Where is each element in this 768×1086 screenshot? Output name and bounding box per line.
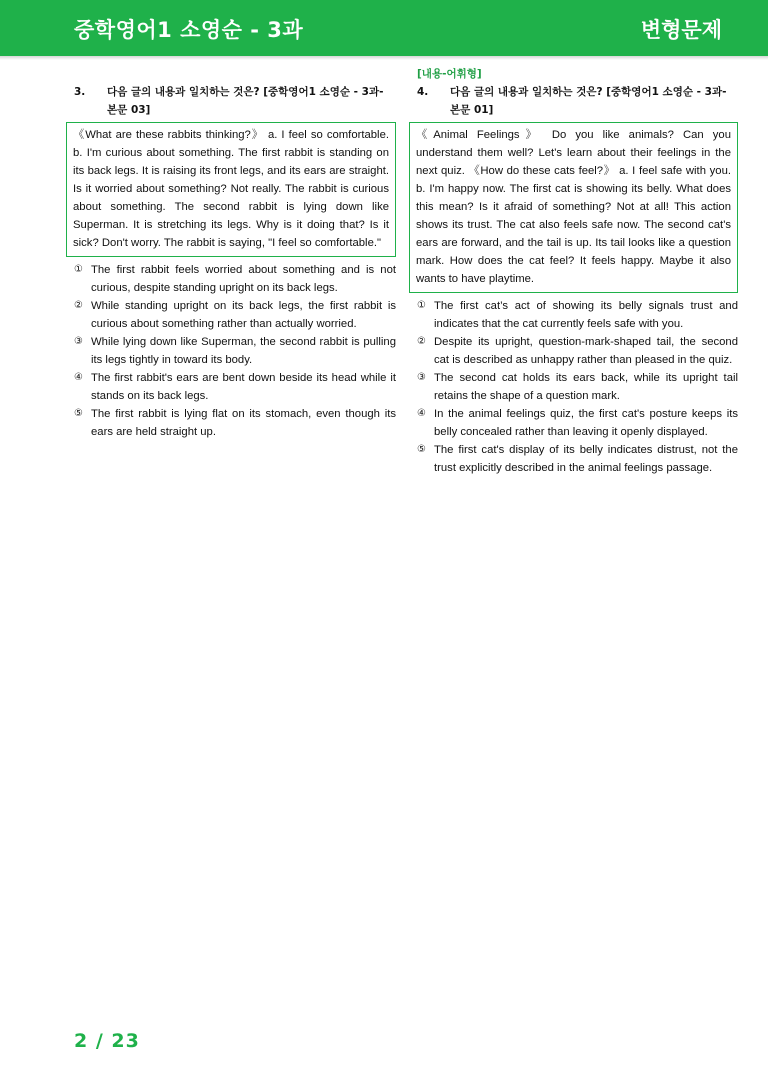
choice-text: The first rabbit's ears are bent down beside its head while it stands on its back legs. <box>91 372 396 402</box>
choice-item[interactable] <box>409 405 738 441</box>
choice-item[interactable] <box>409 297 738 333</box>
choice-marker: ⑤ <box>417 444 426 455</box>
page-indicator: 2 / 23 <box>74 1030 140 1052</box>
choice-text: The first rabbit is lying flat on its stomach, even though its ears are held straight up. <box>91 408 396 438</box>
choice-item[interactable] <box>66 405 396 441</box>
choice-marker: ① <box>74 264 83 275</box>
section-label: 변형문제 <box>640 18 722 42</box>
choice-item[interactable] <box>409 333 738 369</box>
answer-choices <box>66 261 396 441</box>
passage-box: 《What are these rabbits thinking?》 a. I feel so comfortable. b. I'm curious about something. The first rabbit is standing on its back legs. It is raising its front legs, and its ears are straight. Is it worried about something? Not really. The rabbit is curious about something. The second rabbit is lying down like Superman. It is stretching its legs. Why is it doing that? Is it sick? Don't worry. The rabbit is saying, "I feel so comfortable." <box>66 122 396 257</box>
header-divider <box>0 56 768 60</box>
choice-item[interactable] <box>66 333 396 369</box>
choice-item[interactable] <box>66 261 396 297</box>
question-4 <box>409 66 738 477</box>
choice-text: In the animal feelings quiz, the first cat's posture keeps its belly concealed rather than leaving it openly displayed. <box>434 408 738 438</box>
choice-marker: ③ <box>74 336 83 347</box>
question-3 <box>66 66 396 441</box>
question-prompt: 다음 글의 내용과 일치하는 것은? [중학영어1 소영순 - 3과-본문 01] <box>450 86 727 116</box>
choice-text: While lying down like Superman, the second rabbit is pulling its legs tightly in toward its body. <box>91 336 396 366</box>
choice-item[interactable] <box>409 441 738 477</box>
question-number: 4. <box>417 86 429 98</box>
passage-box: 《Animal Feelings》 Do you like animals? Can you understand them well? Let's learn about their feelings in the next quiz. 《How do these cats feel?》 a. I feel safe with you. b. I'm happy now. The first cat is showing its belly. What does this mean? Is it afraid of something? Not at all! This action shows its trust. The cat also feels safe now. The second cat's ears are forward, and the tail is up. Its tail looks like a question mark. How does the cat feel? It feels happy. Maybe it also wants to have playtime. <box>409 122 738 293</box>
choice-marker: ② <box>74 300 83 311</box>
choice-marker: ② <box>417 336 426 347</box>
choice-item[interactable] <box>66 369 396 405</box>
document-title: 중학영어1 소영순 - 3과 <box>74 18 304 42</box>
choice-marker: ③ <box>417 372 426 383</box>
question-header <box>74 83 396 119</box>
page-header <box>0 0 768 56</box>
choice-marker: ⑤ <box>74 408 83 419</box>
choice-text: The first rabbit feels worried about something and is not curious, despite standing upright on its back legs. <box>91 264 396 294</box>
choice-text: The second cat holds its ears back, while its upright tail retains the shape of a question mark. <box>434 372 738 402</box>
choice-marker: ④ <box>74 372 83 383</box>
choice-item[interactable] <box>66 297 396 333</box>
question-number: 3. <box>74 86 86 98</box>
choice-marker: ① <box>417 300 426 311</box>
choice-text: While standing upright on its back legs, the first rabbit is curious about something rather than actually worried. <box>91 300 396 330</box>
question-tag <box>74 66 396 83</box>
question-prompt: 다음 글의 내용과 일치하는 것은? [중학영어1 소영순 - 3과-본문 03] <box>107 86 384 116</box>
answer-choices <box>409 297 738 477</box>
question-header <box>417 83 738 119</box>
choice-text: The first cat’s act of showing its belly signals trust and indicates that the cat currently feels safe with you. <box>434 300 738 330</box>
choice-marker: ④ <box>417 408 426 419</box>
choice-item[interactable] <box>409 369 738 405</box>
question-tag: [내용-어휘형] <box>417 68 482 80</box>
choice-text: The first cat's display of its belly indicates distrust, not the trust explicitly described in the animal feelings passage. <box>434 444 738 474</box>
choice-text: Despite its upright, question-mark-shaped tail, the second cat is described as unhappy rather than pleased in the quiz. <box>434 336 738 366</box>
